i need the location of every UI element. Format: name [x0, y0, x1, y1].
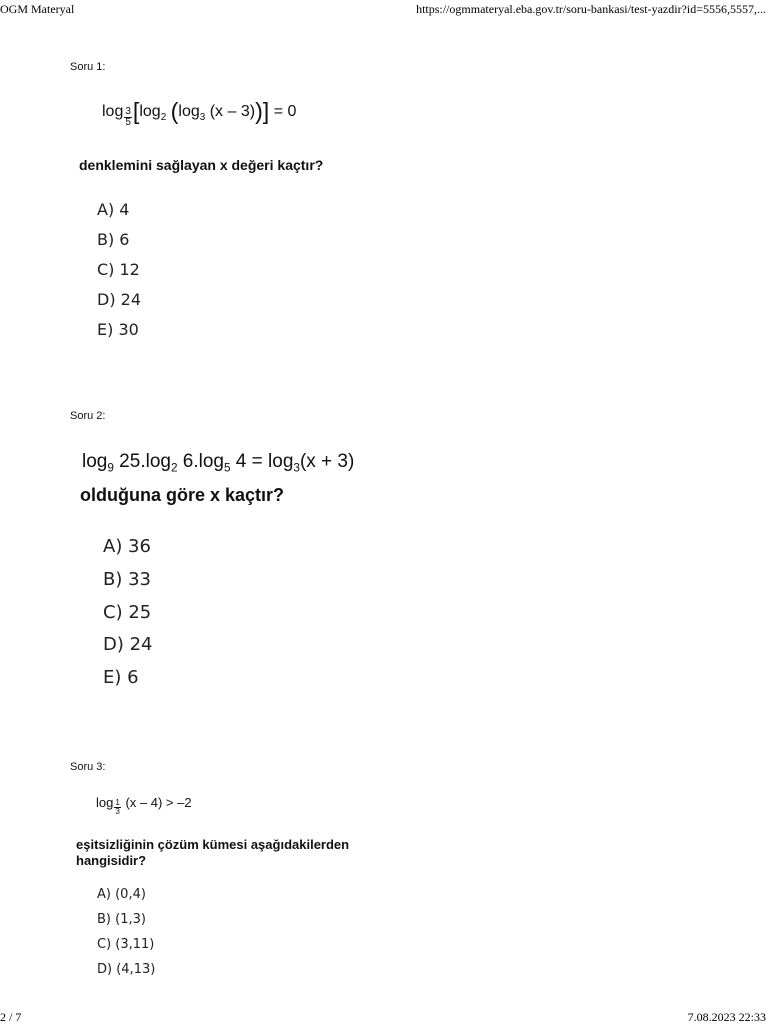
question-text-line: eşitsizliğinin çözüm kümesi aşağıdakilerden — [76, 837, 350, 852]
question-label: Soru 2: — [70, 410, 106, 422]
question-label: Soru 1: — [70, 61, 106, 73]
answer-option[interactable]: C) 25 — [103, 602, 152, 623]
fraction-numerator: 1 — [115, 798, 120, 808]
equation-subscript: 2 — [160, 112, 167, 124]
equation-part: (x + 3) — [299, 451, 355, 472]
equation-fraction-base — [124, 107, 132, 128]
fraction-denominator: 3 — [115, 807, 120, 817]
question-equation — [96, 795, 192, 816]
equation-part: 4 = log — [230, 451, 294, 472]
answer-option[interactable]: D) 24 — [97, 290, 142, 309]
answer-option[interactable]: D) (4,13) — [97, 962, 156, 977]
header-url: https://ogmmateryal.eba.gov.tr/soru-bankasi/test-yazdir?id=5556,5557,... — [416, 2, 766, 16]
equation-part: ) — [255, 98, 263, 124]
answer-option[interactable]: E) 30 — [97, 320, 139, 339]
equation-part: (x – 4) > –2 — [125, 795, 192, 810]
equation-subscript: 9 — [107, 461, 114, 475]
answer-option[interactable]: E) 6 — [103, 667, 139, 688]
equation-subscript: 3 — [199, 112, 206, 124]
equation-part: [ — [132, 98, 140, 124]
header-site-title: OGM Materyal — [0, 2, 75, 16]
equation-part: log — [96, 795, 114, 810]
equation-part: = 0 — [273, 103, 297, 121]
question-label: Soru 3: — [70, 761, 106, 773]
equation-part: log — [139, 103, 161, 121]
question-text — [76, 837, 349, 869]
equation-part: 6.log — [177, 451, 224, 472]
equation-part: log — [102, 103, 124, 121]
question-text: denklemini sağlayan x değeri kaçtır? — [79, 157, 324, 173]
question-equation — [82, 451, 354, 475]
answer-option[interactable]: B) 33 — [103, 569, 151, 590]
equation-part: ] — [262, 98, 270, 124]
equation-part: (x – 3) — [209, 103, 256, 121]
answer-option[interactable]: C) (3,11) — [97, 937, 155, 952]
fraction-numerator: 3 — [125, 106, 131, 118]
equation-fraction-base — [114, 799, 120, 816]
question-text: olduğuna göre x kaçtır? — [80, 485, 285, 505]
answer-option[interactable]: B) (1,3) — [97, 912, 146, 927]
question-text-line: hangisidir? — [76, 853, 147, 868]
footer-page-number: 2 / 7 — [0, 1010, 22, 1024]
answer-option[interactable]: A) 36 — [103, 536, 151, 557]
answer-option[interactable]: A) 4 — [97, 200, 130, 219]
answer-option[interactable]: B) 6 — [97, 230, 130, 249]
footer-datetime: 7.08.2023 22:33 — [687, 1010, 766, 1024]
equation-part: log — [82, 451, 108, 472]
equation-part: ( — [170, 98, 179, 124]
equation-subscript: 2 — [170, 461, 178, 475]
equation-subscript: 5 — [223, 461, 231, 475]
question-equation — [102, 100, 296, 128]
answer-option[interactable]: A) (0,4) — [97, 887, 146, 902]
fraction-denominator: 5 — [125, 117, 131, 129]
equation-part: log — [178, 103, 200, 121]
equation-part: 25.log — [113, 451, 171, 472]
equation-subscript: 3 — [293, 461, 300, 475]
answer-option[interactable]: D) 24 — [103, 634, 153, 655]
answer-option[interactable]: C) 12 — [97, 260, 140, 279]
